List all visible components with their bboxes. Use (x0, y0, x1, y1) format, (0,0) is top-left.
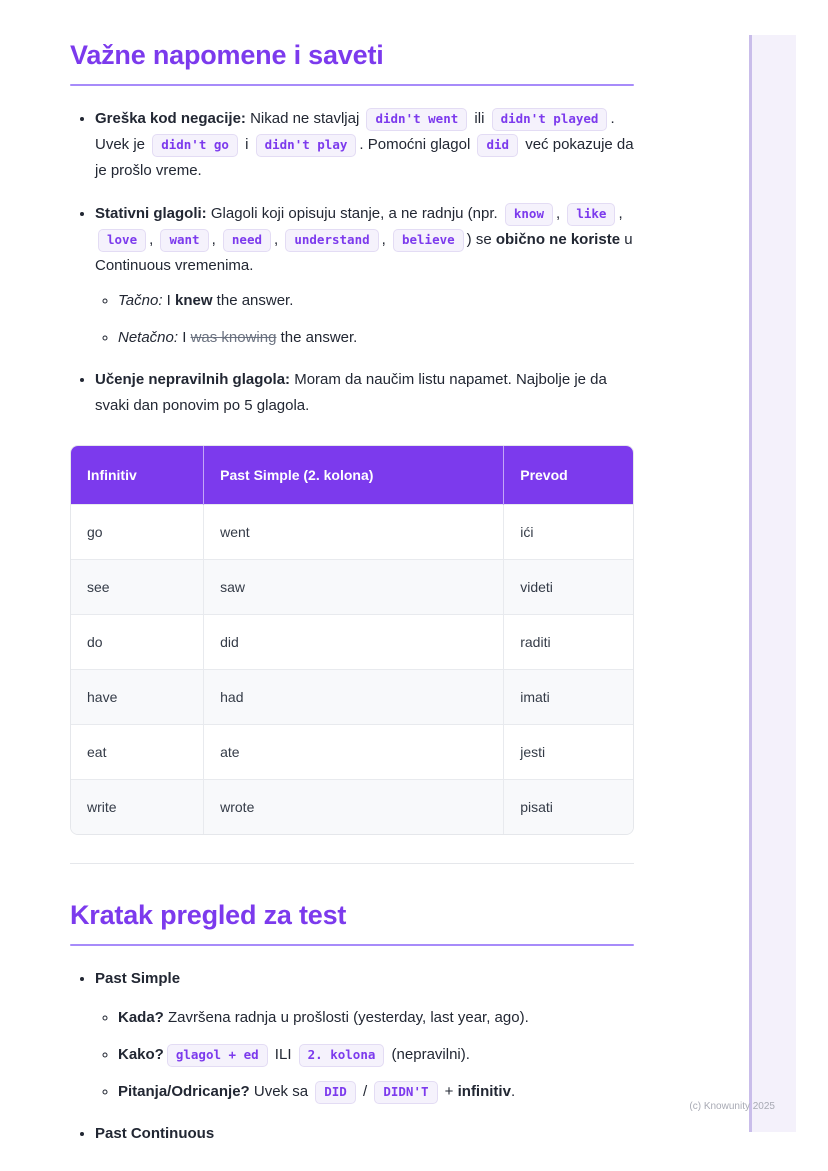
table-header (71, 446, 633, 505)
code-chip: understand (285, 229, 378, 252)
table-cell: write (71, 780, 204, 835)
example-lead: Netačno: (118, 329, 179, 346)
text-segment: Glagoli koji opisuju stanje, a ne radnju (npr. (206, 205, 502, 222)
table-cell: see (71, 560, 204, 615)
text-segment: ) se (466, 231, 496, 248)
text-segment: , (381, 231, 390, 248)
table-row (71, 560, 633, 615)
text-segment: Uvek sa (249, 1083, 313, 1100)
table-row (71, 615, 633, 670)
point-kako (118, 1043, 634, 1067)
text-segment: , (274, 231, 283, 248)
irregular-verbs-table (71, 446, 633, 834)
strikethrough-text: was knowing (190, 329, 277, 346)
point-lead: Pitanja/Odricanje? (118, 1083, 250, 1100)
bullet-lead: Greška kod negacije: (95, 110, 246, 127)
table-cell: went (204, 505, 504, 560)
note-stative (95, 201, 634, 350)
text-segment: , (211, 231, 220, 248)
text-segment: Završena radnja u prošlosti (yesterday, last year, ago). (163, 1009, 529, 1026)
code-chip: glagol + ed (167, 1044, 268, 1067)
code-chip: need (223, 229, 271, 252)
code-chip: didn't played (492, 108, 608, 131)
section-title-review: Kratak pregled za test (70, 900, 347, 930)
table-cell: do (71, 615, 204, 670)
text-segment: , (618, 205, 623, 222)
text-segment: , (555, 205, 565, 222)
code-chip: know (505, 203, 553, 226)
table-cell: raditi (504, 615, 633, 670)
code-chip: didn't go (152, 134, 238, 157)
table-row (71, 780, 633, 835)
notes-list (70, 106, 634, 419)
bold-text: knew (175, 292, 213, 309)
text-segment: I (178, 329, 191, 346)
irregular-verbs-table-wrap (70, 445, 634, 835)
code-chip: did (477, 134, 518, 157)
text-segment: . Uvek je (95, 110, 615, 153)
code-chip: love (98, 229, 146, 252)
table-cell: ate (204, 725, 504, 780)
text-segment: . Pomoćni glagol (359, 136, 475, 153)
text-segment: I (162, 292, 175, 309)
table-cell: eat (71, 725, 204, 780)
text-segment: (nepravilni). (387, 1046, 470, 1063)
table-cell: had (204, 670, 504, 725)
text-segment: , (149, 231, 158, 248)
code-chip: believe (393, 229, 464, 252)
document-content (70, 40, 634, 1164)
table-cell: did (204, 615, 504, 670)
table-cell: have (71, 670, 204, 725)
code-chip: DID (315, 1081, 356, 1104)
past-simple-points-list (95, 1006, 634, 1104)
table-cell: wrote (204, 780, 504, 835)
text-segment: the answer. (276, 329, 358, 346)
code-chip: didn't went (366, 108, 467, 131)
table-row (71, 505, 633, 560)
point-lead: Kako? (118, 1046, 164, 1063)
bullet-lead: Past Continuous (95, 1125, 215, 1142)
text-segment: ili (470, 110, 489, 127)
bold-text: obično ne koriste (495, 231, 621, 248)
table-header-cell: Past Simple (2. kolona) (204, 446, 504, 505)
text-segment: ILI (270, 1046, 296, 1063)
text-segment: / (358, 1083, 372, 1100)
table-cell: videti (504, 560, 633, 615)
text-segment: i (240, 136, 253, 153)
table-row (71, 670, 633, 725)
review-past-continuous (95, 1121, 634, 1147)
example-incorrect (118, 326, 634, 350)
point-kada (118, 1006, 634, 1030)
bullet-lead: Stativni glagoli: (95, 205, 207, 222)
table-header-cell: Prevod (504, 446, 633, 505)
bullet-lead: Učenje nepravilnih glagola: (95, 371, 291, 388)
code-chip: 2. kolona (299, 1044, 385, 1067)
code-chip: didn't play (256, 134, 357, 157)
table-body (71, 505, 633, 835)
bold-text: infinitiv (457, 1083, 511, 1100)
note-negation (95, 106, 634, 184)
title-underline (70, 84, 634, 86)
table-header-cell: Infinitiv (71, 446, 204, 505)
table-cell: imati (504, 670, 633, 725)
text-segment: + (440, 1083, 458, 1100)
example-correct (118, 289, 634, 313)
point-lead: Kada? (118, 1009, 164, 1026)
review-past-simple (95, 966, 634, 1104)
table-row (71, 725, 633, 780)
text-segment: već pokazuje da je prošlo vreme. (95, 136, 634, 179)
text-segment: u Continuous vremenima. (95, 231, 633, 274)
text-segment: . (510, 1083, 516, 1100)
text-segment: Nikad ne stavljaj (245, 110, 364, 127)
stative-examples-list (95, 289, 634, 350)
text-segment: the answer. (212, 292, 294, 309)
table-header-row (71, 446, 633, 505)
code-chip: like (567, 203, 615, 226)
table-cell: ići (504, 505, 633, 560)
table-cell: go (71, 505, 204, 560)
table-cell: saw (204, 560, 504, 615)
copyright-text: (c) Knowunity 2025 (689, 1101, 775, 1112)
note-learning (95, 367, 634, 419)
review-list (70, 966, 634, 1147)
title-underline (70, 944, 634, 946)
text-segment: Moram da naučim listu napamet. Najbolje je da svaki dan ponovim po 5 glagola. (95, 371, 607, 414)
section-divider (70, 863, 634, 864)
example-lead: Tačno: (118, 292, 163, 309)
section-title-notes: Važne napomene i saveti (70, 40, 384, 70)
code-chip: DIDN'T (374, 1081, 437, 1104)
bullet-lead: Past Simple (95, 970, 181, 987)
table-cell: pisati (504, 780, 633, 835)
table-cell: jesti (504, 725, 633, 780)
code-chip: want (160, 229, 208, 252)
page-margin-stripe (749, 35, 796, 1132)
